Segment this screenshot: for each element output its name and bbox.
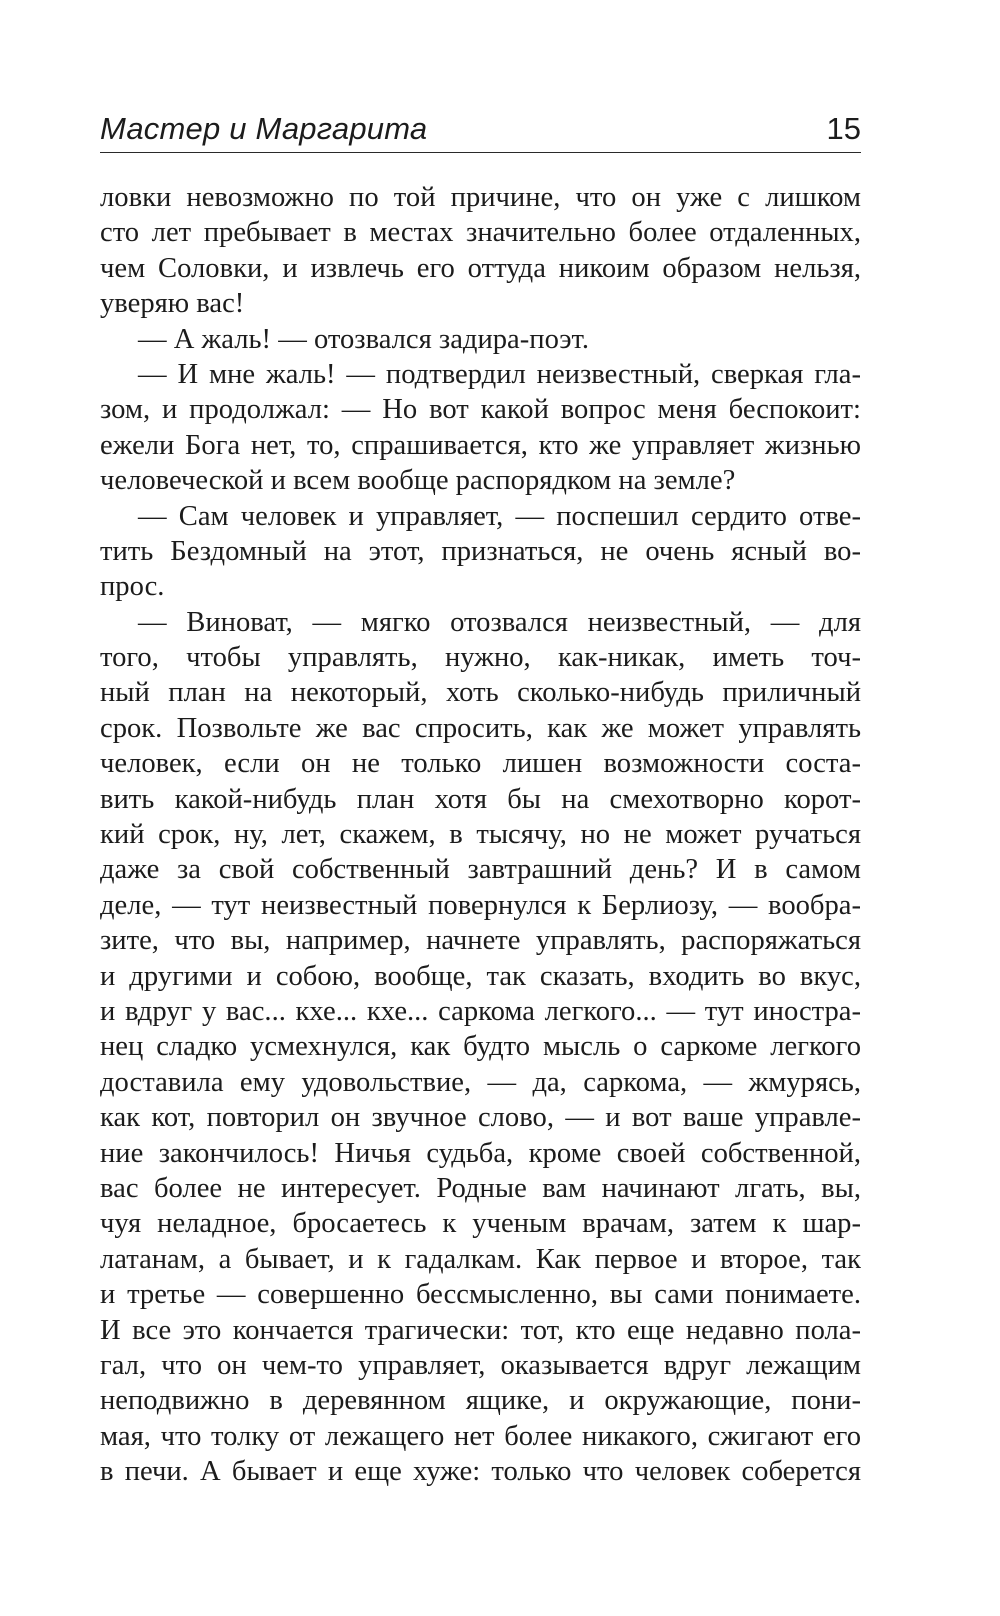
text-line: зите, что вы, например, начнете управлять, распоряжаться (100, 925, 861, 957)
text-line: уверяю вас! (100, 288, 245, 320)
text-line: гал, что он чем-то управляет, оказывается вдруг лежащим (100, 1349, 861, 1381)
text-line: и другими и собою, вообще, так сказать, входить во вкус, (100, 960, 861, 992)
text-line: — И мне жаль! — подтвердил неизвестный, сверкая гла- (138, 358, 861, 390)
running-head (100, 108, 861, 153)
page-number: 15 (826, 111, 861, 146)
text-line: человеческой и всем вообще распорядком на земле? (100, 465, 736, 497)
text-line: и третье — совершенно бессмысленно, вы сами понимаете. (100, 1279, 861, 1311)
text-line: неподвижно в деревянном ящике, и окружающие, пони- (100, 1385, 861, 1417)
text-line: тить Бездомный на этот, признаться, не очень ясный во- (100, 535, 861, 567)
text-line: ловки невозможно по той причине, что он уже с лишком (100, 182, 861, 213)
text-line: кий срок, ну, лет, скажем, в тысячу, но не может ручаться (100, 819, 861, 851)
text-line: и вдруг у вас... кхе... кхе... саркома легкого... — тут иностра- (100, 995, 861, 1027)
body-text (100, 180, 861, 1489)
text-line: доставила ему удовольствие, — да, саркома, — жмурясь, (100, 1066, 861, 1098)
text-line: чем Соловки, и извлечь его оттуда никоим образом нельзя, (100, 252, 861, 284)
text-line: И все это кончается трагически: тот, кто еще недавно пола- (100, 1314, 861, 1346)
text-line: чуя неладное, бросаетесь к ученым врачам, затем к шар- (100, 1208, 861, 1240)
text-line: сто лет пребывает в местах значительно более отдаленных, (100, 217, 861, 249)
text-line: в печи. А бывает и еще хуже: только что человек соберется (100, 1456, 861, 1488)
text-line: прос. (100, 571, 165, 603)
text-line: нец сладко усмехнулся, как будто мысль о саркоме легкого (100, 1031, 861, 1063)
text-line: того, чтобы управлять, нужно, как-никак, иметь точ- (100, 642, 861, 674)
book-title: Мастер и Маргарита (100, 111, 428, 146)
text-line: зом, и продолжал: — Но вот какой вопрос меня беспокоит: (100, 394, 861, 426)
text-line: — А жаль! — отозвался задира-поэт. (138, 323, 589, 355)
text-line: — Сам человек и управляет, — поспешил сердито отве- (138, 500, 861, 532)
text-line: вить какой-нибудь план хотя бы на смехотворно корот- (100, 783, 861, 815)
text-line: даже за свой собственный завтрашний день? И в самом (100, 854, 861, 886)
text-line: вас более не интересует. Родные вам начинают лгать, вы, (100, 1172, 861, 1204)
text-line: — Виноват, — мягко отозвался неизвестный, — для (138, 606, 861, 638)
text-line: ежели Бога нет, то, спрашивается, кто же управляет жизнью (100, 429, 861, 461)
text-line: латанам, а бывает, и к гадалкам. Как первое и второе, так (100, 1243, 861, 1275)
text-line: как кот, повторил он звучное слово, — и вот ваше управле- (100, 1102, 861, 1134)
text-line: срок. Позвольте же вас спросить, как же может управлять (100, 712, 861, 744)
text-line: деле, — тут неизвестный повернулся к Берлиозу, — вообра- (100, 889, 861, 921)
text-line: человек, если он не только лишен возможности соста- (100, 748, 861, 780)
text-line: мая, что толку от лежащего нет более никакого, сжигают его (100, 1420, 861, 1452)
text-line: ние закончилось! Ничья судьба, кроме своей собственной, (100, 1137, 861, 1169)
text-line: ный план на некоторый, хоть сколько-нибудь приличный (100, 677, 861, 709)
